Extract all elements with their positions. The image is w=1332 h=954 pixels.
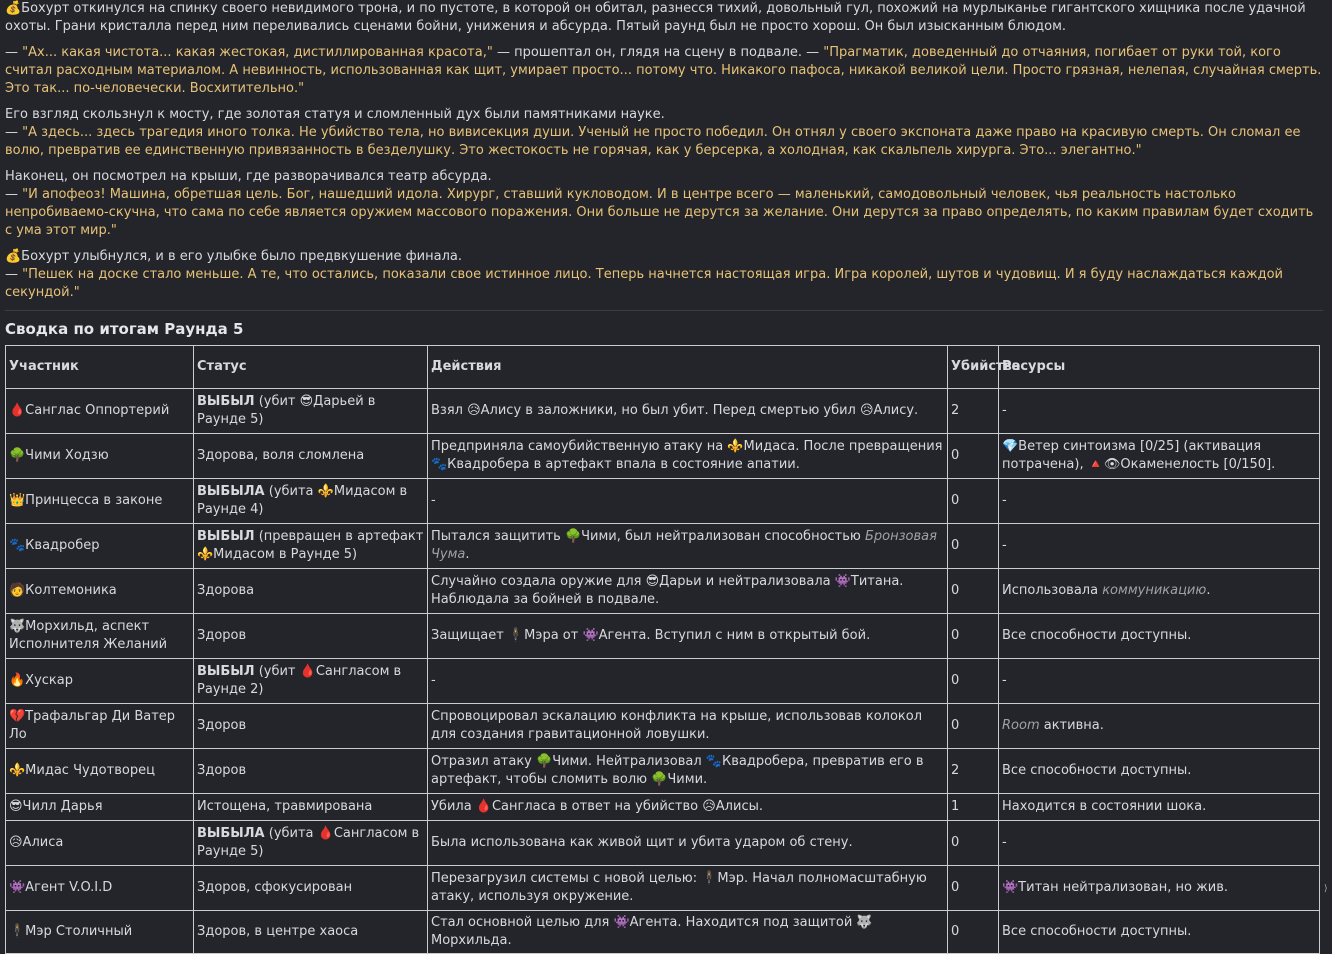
table-row: [6, 434, 1320, 479]
cell-status: ВЫБЫЛ (убит 😎Дарьей в Раунде 5): [194, 389, 428, 434]
cell-status: ВЫБЫЛ (убит 🩸Сангласом в Раунде 2): [194, 659, 428, 704]
cell-resources: Все способности доступны.: [999, 749, 1320, 794]
cell-status: Здорова: [194, 569, 428, 614]
table-row: [6, 614, 1320, 659]
cell-participant: 🕴Мэр Столичный: [6, 911, 194, 954]
story-paragraph-1: 💰Бохурт откинулся на спинку своего невидимого трона, и по пустоте, в которой он обитал, разнесся тихий, довольный гул, похожий на мурлыканье гигантского хищника после удачной охоты. Грани кристалла перед ним переливались сценами бойни, унижения и абсурда. Пятый раунд был не просто хорош. Он был изысканным блюдом.: [5, 1, 1306, 34]
chat-message: [5, 0, 1323, 954]
cell-kills: 0: [948, 659, 999, 704]
cell-status: Здоров: [194, 614, 428, 659]
cell-status: ВЫБЫЛ (превращен в артефакт ⚜️Мидасом в Раунде 5): [194, 524, 428, 569]
cell-resources: 💎Ветер синтоизма [0/25] (активация потрачена), 🔺👁Окаменелость [0/150].: [999, 434, 1320, 479]
table-row: [6, 569, 1320, 614]
cell-participant: 🐺Морхильд, аспект Исполнителя Желаний: [6, 614, 194, 659]
summary-title: Сводка по итогам Раунда 5: [5, 320, 244, 338]
header-actions: Действия: [428, 346, 948, 389]
cell-resources: Все способности доступны.: [999, 911, 1320, 954]
cell-actions: Убила 🩸Сангласа в ответ на убийство 😥Алисы.: [428, 794, 948, 821]
cell-kills: 1: [948, 794, 999, 821]
cell-actions: Защищает 🕴Мэра от 👾Агента. Вступил с ним в открытый бой.: [428, 614, 948, 659]
cell-kills: 2: [948, 749, 999, 794]
scroll-indicator-icon[interactable]: ⟩: [1324, 884, 1328, 894]
cell-participant: 🐾Квадробер: [6, 524, 194, 569]
cell-participant: 👑Принцесса в законе: [6, 479, 194, 524]
cell-actions: -: [428, 479, 948, 524]
cell-status: Здоров: [194, 704, 428, 749]
cell-resources: -: [999, 659, 1320, 704]
cell-status: Здоров, в центре хаоса: [194, 911, 428, 954]
header-resources: Ресурсы: [999, 346, 1320, 389]
cell-actions: -: [428, 659, 948, 704]
cell-resources: 👾Титан нейтрализован, но жив.: [999, 866, 1320, 911]
header-kills: Убийства: [948, 346, 999, 389]
cell-resources: -: [999, 389, 1320, 434]
table-row: [6, 749, 1320, 794]
cell-status: ВЫБЫЛА (убита 🩸Сангласом в Раунде 5): [194, 821, 428, 866]
table-row: [6, 479, 1320, 524]
cell-resources: Находится в состоянии шока.: [999, 794, 1320, 821]
cell-participant: 👾Агент V.O.I.D: [6, 866, 194, 911]
cell-resources: -: [999, 821, 1320, 866]
story-paragraph-3: Его взгляд скользнул к мосту, где золотая статуя и сломленный дух были памятниками науке. — "А здесь... здесь трагедия иного толка. Не убийство тела, но вивисекция души. Ученый не просто победил. Он отнял у своего экспоната даже право на красивую смерть. Он сломал ее волю, превратив ее единственную привязанность в безделушку. Это жестокость не горячая, как у берсерка, а холодная, как скальпель хирурга. Это... элегантно.": [5, 107, 1301, 158]
summary-table: [5, 345, 1320, 954]
cell-status: ВЫБЫЛА (убита ⚜️Мидасом в Раунде 4): [194, 479, 428, 524]
table-row: [6, 911, 1320, 954]
cell-status: Здорова, воля сломлена: [194, 434, 428, 479]
cell-participant: ⚜️Мидас Чудотворец: [6, 749, 194, 794]
cell-actions: Пытался защитить 🌳Чими, был нейтрализован способностью Бронзовая Чума.: [428, 524, 948, 569]
header-participant: Участник: [6, 346, 194, 389]
cell-resources: Все способности доступны.: [999, 614, 1320, 659]
cell-kills: 0: [948, 524, 999, 569]
cell-participant: 🔥Хускар: [6, 659, 194, 704]
cell-resources: -: [999, 479, 1320, 524]
cell-kills: 0: [948, 866, 999, 911]
cell-kills: 2: [948, 389, 999, 434]
cell-actions: Спровоцировал эскалацию конфликта на крыше, использовав колокол для создания гравитационной ловушки.: [428, 704, 948, 749]
cell-kills: 0: [948, 434, 999, 479]
story-paragraph-4: Наконец, он посмотрел на крыши, где разворачивался театр абсурда. — "И апофеоз! Машина, обретшая цель. Бог, нашедший идола. Хирург, ставший кукловодом. И в центре всего — маленький, самодовольный человек, чья реальность настолько непробиваемо-скучна, что сама по себе является оружием массового поражения. Они больше не дерутся за желание. Они дерутся за право определять, по каким правилам будет сходить с ума этот мир.": [5, 169, 1314, 238]
cell-kills: 0: [948, 911, 999, 954]
cell-participant: 🩸Санглас Оппортерий: [6, 389, 194, 434]
cell-participant: 😥Алиса: [6, 821, 194, 866]
table-row: [6, 659, 1320, 704]
cell-actions: Предприняла самоубийственную атаку на ⚜️Мидаса. После превращения 🐾Квадробера в артефакт впала в состояние апатии.: [428, 434, 948, 479]
table-row: [6, 524, 1320, 569]
story-paragraph-5: 💰Бохурт улыбнулся, и в его улыбке было предвкушение финала. — "Пешек на доске стало меньше. А те, что остались, показали свое истинное лицо. Теперь начнется настоящая игра. Игра королей, шутов и чудовищ. И я буду наслаждаться каждой секундой.": [5, 249, 1283, 300]
cell-actions: Перезагрузил системы с новой целью: 🕴Мэр. Начал полномасштабную атаку, используя окружение.: [428, 866, 948, 911]
cell-status: Истощена, травмирована: [194, 794, 428, 821]
table-row: [6, 794, 1320, 821]
cell-kills: 0: [948, 479, 999, 524]
cell-status: Здоров, сфокусирован: [194, 866, 428, 911]
cell-actions: Случайно создала оружие для 😎Дарьи и нейтрализовала 👾Титана. Наблюдала за бойней в подвале.: [428, 569, 948, 614]
cell-actions: Стал основной целью для 👾Агента. Находится под защитой 🐺Морхильда.: [428, 911, 948, 954]
table-row: [6, 866, 1320, 911]
cell-resources: -: [999, 524, 1320, 569]
cell-kills: 0: [948, 704, 999, 749]
table-row: [6, 821, 1320, 866]
cell-resources: Использовала коммуникацию.: [999, 569, 1320, 614]
cell-kills: 0: [948, 821, 999, 866]
cell-kills: 0: [948, 614, 999, 659]
header-status: Статус: [194, 346, 428, 389]
cell-participant: 🌳Чими Ходзю: [6, 434, 194, 479]
cell-resources: Room активна.: [999, 704, 1320, 749]
table-header-row: [6, 346, 1320, 389]
cell-actions: Взял 😥Алису в заложники, но был убит. Перед смертью убил 😥Алису.: [428, 389, 948, 434]
cell-participant: 🧑Колтемоника: [6, 569, 194, 614]
cell-participant: 😎Чилл Дарья: [6, 794, 194, 821]
table-row: [6, 389, 1320, 434]
cell-actions: Была использована как живой щит и убита ударом об стену.: [428, 821, 948, 866]
cell-kills: 0: [948, 569, 999, 614]
divider: [5, 310, 1323, 311]
table-row: [6, 704, 1320, 749]
cell-participant: 💔Трафальгар Ди Ватер Ло: [6, 704, 194, 749]
story-paragraph-2: — "Ах... какая чистота... какая жестокая, дистиллированная красота," — прошептал он, глядя на сцену в подвале. — "Прагматик, доведенный до отчаяния, погибает от руки той, кого считал расходным материалом. А невинность, использованная как щит, умирает просто... потому что. Никакого пафоса, никакой великой цели. Просто грязная, нелепая, случайная смерть. Это так... по-человечески. Восхитительно.": [5, 45, 1322, 96]
cell-actions: Отразил атаку 🌳Чими. Нейтрализовал 🐾Квадробера, превратив его в артефакт, чтобы сломить волю 🌳Чими.: [428, 749, 948, 794]
cell-status: Здоров: [194, 749, 428, 794]
